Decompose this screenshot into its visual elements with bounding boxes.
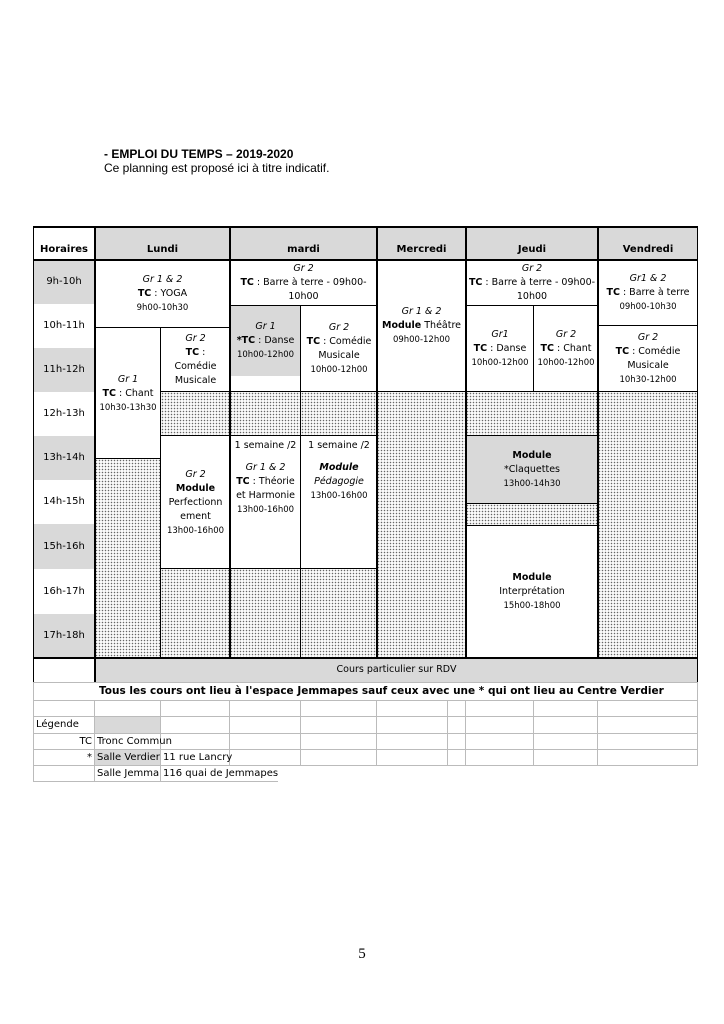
cell-border — [598, 325, 698, 326]
cell-border — [230, 435, 377, 436]
table-border — [33, 226, 34, 682]
time-slot: 14h-15h — [43, 496, 85, 507]
rdv-row: Cours particulier sur RDV — [95, 658, 698, 682]
course-group: Gr 2 — [637, 332, 659, 343]
course-tc: TC — [306, 336, 321, 347]
course-name: : Chant — [553, 343, 592, 354]
course-lundi-perfectionnement — [161, 436, 230, 569]
cell-border — [95, 327, 230, 328]
grid-line — [33, 682, 698, 683]
document-subtitle: Ce planning est proposé ici à titre indicatif. — [104, 161, 330, 175]
legend-label: Salle Verdier — [97, 752, 160, 763]
course-mardi-barre — [230, 260, 377, 306]
course-name-line2: 10h00 — [288, 291, 319, 302]
grid-line — [465, 700, 466, 766]
legend-key: * — [87, 752, 92, 763]
course-group: Gr 2 — [293, 263, 314, 274]
legend-swatch — [95, 717, 160, 733]
time-slot: 10h-11h — [43, 320, 85, 331]
course-group: Gr 1 & 2 — [401, 306, 442, 317]
course-lundi-comedie — [161, 328, 230, 392]
empty-cell — [33, 658, 95, 682]
cell-border — [598, 391, 698, 392]
course-mardi-theorie — [230, 436, 301, 569]
legend-detail: 116 quai de Jemmapes — [163, 768, 279, 779]
course-jeudi-chant — [534, 306, 598, 392]
course-group: Gr 1 — [117, 373, 139, 385]
cell-border — [161, 391, 230, 392]
day-header-vendredi: Vendredi — [598, 226, 698, 260]
course-group: Gr 1 & 2 — [245, 462, 286, 473]
course-name: Interprétation — [499, 586, 565, 597]
table-border — [94, 226, 96, 682]
day-header-mardi: mardi — [230, 226, 377, 260]
course-tc: TC — [615, 346, 630, 357]
course-tc: TC — [240, 277, 254, 288]
course-name: : Comédie — [629, 346, 681, 357]
course-time: 10h00-12h00 — [471, 358, 529, 368]
course-tc: *TC — [236, 335, 256, 346]
table-border — [376, 226, 378, 658]
course-name-line2: Musicale — [318, 350, 360, 361]
free-slot — [301, 569, 377, 658]
legend-label: Salle Jemma — [97, 768, 160, 779]
course-lundi-yoga — [95, 260, 230, 328]
course-group: Gr 1 & 2 — [142, 274, 183, 285]
course-mercredi-theatre — [377, 260, 466, 392]
course-name-line2: Musicale — [627, 360, 669, 371]
course-name-line2: Comédie — [174, 361, 217, 372]
course-name: : YOGA — [151, 288, 188, 299]
table-border — [465, 226, 467, 658]
course-time: 13h00-14h30 — [503, 479, 561, 489]
course-module: Module — [512, 572, 552, 583]
time-slot: 12h-13h — [43, 408, 85, 419]
free-slot — [377, 392, 466, 658]
course-module: Module — [175, 482, 216, 494]
course-name-line2: ement — [180, 510, 211, 522]
cell-border — [466, 305, 598, 306]
free-slot — [598, 392, 698, 658]
cell-border — [533, 306, 534, 392]
course-module: Module — [381, 320, 422, 331]
course-time: 10h00-12h00 — [310, 365, 368, 375]
course-tc: TC — [185, 347, 200, 358]
free-slot — [230, 392, 301, 436]
course-name-line2: 10h00 — [516, 291, 548, 302]
course-group: Gr 2 — [185, 468, 206, 480]
grid-line — [94, 700, 95, 782]
day-header-jeudi: Jeudi — [466, 226, 598, 260]
course-name: Perfectionn — [168, 496, 223, 508]
course-vendredi-comedie — [598, 326, 698, 392]
legend-key: TC — [79, 736, 92, 747]
free-slot — [161, 392, 230, 436]
course-time: 10h30-12h00 — [619, 375, 677, 385]
course-time: 13h00-16h00 — [310, 491, 368, 501]
course-name-line3: Musicale — [174, 375, 217, 386]
document-title: - EMPLOI DU TEMPS – 2019-2020 — [104, 147, 294, 161]
course-name: : Comédie — [320, 336, 372, 347]
course-week: 1 semaine /2 — [234, 440, 297, 451]
course-module: Module — [319, 462, 359, 473]
course-tc: TC — [102, 387, 116, 399]
cell-border — [161, 568, 230, 569]
course-name-line2: et Harmonie — [236, 490, 295, 501]
course-vendredi-barre — [598, 260, 698, 326]
course-name: : Barre à terre - 09h00- — [253, 277, 367, 288]
course-jeudi-claquettes — [466, 436, 598, 504]
course-jeudi-interpretation — [466, 526, 598, 658]
course-group: Gr1 — [491, 329, 509, 340]
day-header-mercredi: Mercredi — [377, 226, 466, 260]
cell-border — [466, 391, 598, 392]
course-mardi-danse — [230, 306, 301, 376]
grid-line — [376, 700, 377, 766]
empty-cell — [230, 376, 301, 392]
table-border — [697, 226, 698, 682]
course-name: : — [199, 347, 206, 358]
course-jeudi-danse — [466, 306, 534, 392]
course-name: : Barre à terre — [619, 287, 690, 298]
cell-border — [466, 525, 598, 526]
grid-line — [300, 700, 301, 766]
grid-line — [33, 700, 698, 701]
time-slot: 17h-18h — [33, 614, 95, 658]
course-tc: TC — [137, 288, 152, 299]
cell-border — [230, 305, 377, 306]
course-week: 1 semaine /2 — [308, 440, 370, 451]
page-number: 5 — [358, 946, 366, 962]
cell-border — [230, 391, 377, 392]
course-tc: TC — [606, 287, 620, 298]
free-slot — [466, 392, 598, 436]
course-mardi-comedie — [301, 306, 377, 392]
course-tc: TC — [540, 343, 554, 354]
course-tc: TC — [236, 476, 250, 487]
cell-border — [161, 435, 230, 436]
course-group: Gr 2 — [185, 333, 206, 344]
location-note: Tous les cours ont lieu à l'espace Jemmapes sauf ceux avec une * qui ont lieu au Centre Verdier — [99, 685, 664, 697]
cell-border — [95, 458, 161, 459]
course-group: Gr 2 — [555, 329, 577, 340]
free-slot — [161, 569, 230, 658]
cell-border — [230, 568, 377, 569]
grid-line — [697, 682, 698, 766]
course-name: *Claquettes — [504, 464, 560, 475]
course-group: Gr 2 — [328, 322, 350, 333]
course-name: : Théorie — [249, 476, 295, 487]
course-group: Gr 1 — [255, 321, 276, 332]
course-name: : Danse — [487, 343, 527, 354]
horaires-header: Horaires — [39, 244, 88, 255]
free-slot — [230, 569, 301, 658]
time-slot: 9h-10h — [33, 260, 95, 304]
free-slot — [466, 504, 598, 526]
table-border — [597, 226, 599, 658]
time-slot: 15h-16h — [33, 524, 95, 569]
course-group: Gr1 & 2 — [629, 273, 667, 284]
course-time: 10h00-12h00 — [537, 358, 595, 368]
grid-line — [597, 700, 598, 766]
time-slot: 16h-17h — [43, 585, 85, 597]
course-tc: TC — [468, 277, 483, 288]
table-border — [229, 226, 231, 658]
course-time: 9h00-10h30 — [136, 303, 189, 313]
time-slot: 11h-12h — [33, 348, 95, 392]
course-name: : Chant — [115, 387, 154, 399]
course-lundi-chant — [95, 328, 161, 459]
legend-label: Tronc Commun — [97, 736, 172, 747]
course-tc: TC — [473, 343, 488, 354]
course-name: : Barre à terre - 09h00- — [482, 277, 596, 288]
course-name: : Danse — [255, 335, 295, 346]
grid-line — [533, 700, 534, 766]
cell-border — [377, 391, 466, 392]
course-group: Gr 2 — [521, 263, 543, 274]
course-mardi-pedagogie — [301, 436, 377, 569]
course-time: 09h00-12h00 — [392, 335, 451, 345]
course-time: 10h30-13h30 — [99, 402, 157, 413]
time-slot: 13h-14h — [33, 436, 95, 480]
course-time: 15h00-18h00 — [503, 601, 561, 611]
course-time: 10h00-12h00 — [236, 350, 295, 360]
course-name: Pédagogie — [314, 476, 364, 487]
free-slot — [301, 392, 377, 436]
legend-title: Légende — [36, 719, 79, 730]
course-name: Théâtre — [421, 320, 462, 331]
cell-border — [466, 503, 598, 504]
day-header-lundi: Lundi — [95, 226, 230, 260]
grid-line — [447, 700, 448, 766]
course-time: 13h00-16h00 — [166, 525, 225, 536]
free-slot — [95, 459, 161, 658]
cell-border — [466, 435, 598, 436]
legend-detail: 11 rue Lancry — [163, 752, 233, 763]
course-module: Module — [512, 450, 552, 461]
course-time: 09h00-10h30 — [619, 302, 677, 312]
course-time: 13h00-16h00 — [236, 505, 295, 515]
cell-border — [300, 306, 301, 658]
cell-border — [160, 328, 161, 658]
course-jeudi-barre — [466, 260, 598, 306]
